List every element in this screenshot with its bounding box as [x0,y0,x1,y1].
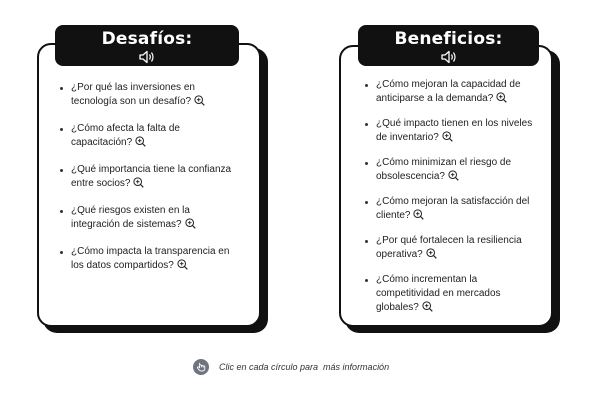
zoom-plus-icon[interactable] [135,136,146,147]
speaker-icon[interactable] [441,50,457,64]
desafios-list [60,81,250,286]
zoom-plus-icon[interactable] [185,218,196,229]
list-item: ¿Por qué fortalecen la resiliencia operativa? [365,234,547,262]
beneficios-header [358,25,539,66]
zoom-plus-icon[interactable] [448,170,459,181]
zoom-plus-icon[interactable] [422,301,433,312]
beneficios-list [365,78,547,315]
list-item: ¿Cómo afecta la falta de capacitación? [60,122,250,150]
zoom-plus-icon[interactable] [133,177,144,188]
list-item: ¿Qué importancia tiene la confianza entre socios? [60,163,250,191]
list-item: ¿Qué impacto tienen en los niveles de inventario? [365,117,547,145]
zoom-plus-icon[interactable] [426,248,437,259]
list-item: ¿Cómo impacta la transparencia en los datos compartidos? [60,245,250,273]
list-item: ¿Por qué las inversiones en tecnología son un desafío? [60,81,250,109]
desafios-header [55,25,239,66]
footer-text: Clic en cada círculo para más información [219,362,390,372]
footer-hint [193,358,389,376]
hand-pointer-icon [193,359,209,375]
list-item: ¿Cómo mejoran la capacidad de anticiparse a la demanda? [365,78,547,106]
zoom-plus-icon[interactable] [194,95,205,106]
zoom-plus-icon[interactable] [413,209,424,220]
beneficios-title: Beneficios: [394,29,503,49]
list-item: ¿Cómo mejoran la satisfacción del cliente? [365,195,547,223]
zoom-plus-icon[interactable] [496,92,507,103]
list-item: ¿Cómo incrementan la competitividad en mercados globales? [365,273,547,315]
list-item: ¿Qué riesgos existen en la integración de sistemas? [60,204,250,232]
zoom-plus-icon[interactable] [177,259,188,270]
zoom-plus-icon[interactable] [442,131,453,142]
speaker-icon[interactable] [139,50,155,64]
list-item: ¿Cómo minimizan el riesgo de obsolescencia? [365,156,547,184]
desafios-title: Desafíos: [101,29,193,49]
